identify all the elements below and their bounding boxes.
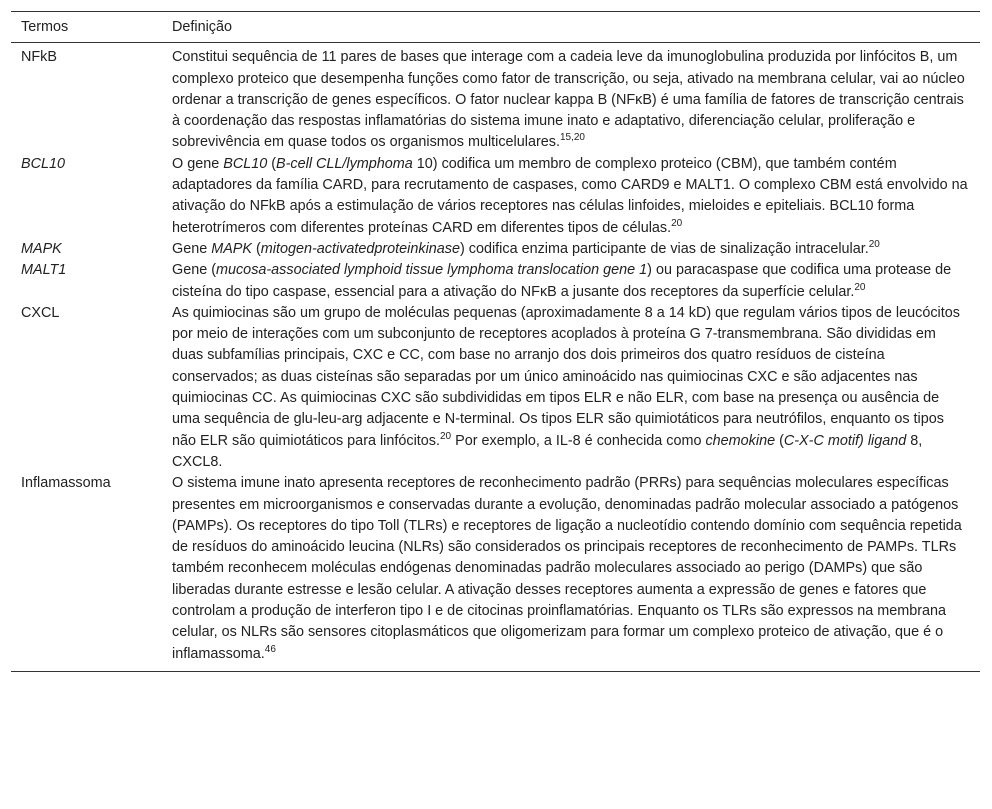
definition-text: ( [775,432,784,449]
reference-superscript: 20 [868,238,880,250]
definition-cell [162,260,980,303]
reference-superscript: 15,20 [559,132,585,144]
definition-cell [162,473,980,671]
table-row [11,154,980,239]
definition-cell [162,43,980,154]
definition-cell [162,239,980,260]
table-row [11,260,980,303]
definition-italic-text: chemokine [705,432,776,449]
definition-text: O gene [172,155,224,172]
definition-text: Por exemplo, a IL-8 é conhecida como [451,432,706,449]
terms-table [11,11,980,672]
term-cell: MALT1 [21,262,67,279]
definition-italic-text: B-cell CLL/lymphoma [276,155,413,172]
definition-text: 10) codifica um membro de complexo proteico (CBM), que também contém adaptadores da família CARD, para recrutamento de caspases, como CARD9 e MALT1. O complexo CBM está envolvido na ativação do NFkB após a estimulação de vários receptores nas células linfoides, mieloides e epiteliais. BCL10 forma heterotrímeros com diferentes proteínas CARD em diferentes tipos de células. [172,155,968,236]
term-cell: BCL10 [21,155,66,172]
reference-superscript: 20 [854,281,866,293]
definition-text: Gene ( [172,262,216,279]
definition-text: As quimiocinas são um grupo de moléculas pequenas (aproximadamente 8 a 14 kD) que regulam vários tipos de leucócitos por meio de interações com um subconjunto de receptores acoplados à proteína G 7-transmembrana. São divididas em duas subfamílias principais, CXC e CC, com base no arranjo dos dois primeiros dos quatro resíduos de cisteína conservados; as duas cisteínas são separadas por um único aminoácido nas quimiocinas CXC e são adjacentes nas quimiocinas CC. As quimiocinas CXC são subdivididas em tipos ELR e não ELR, com base na presença ou ausência de uma sequência de glu-leu-arg adjacente e N-terminal. Os tipos ELR são quimiotáticos para neutrófilos, enquanto os tipos não ELR são quimiotáticos para linfócitos. [172,304,960,449]
definition-text: ) codifica enzima participante de vias de sinalização intracelular. [459,240,869,257]
term-cell: CXCL [21,304,60,321]
definition-italic-text: C-X-C motif) ligand [783,432,907,449]
definition-text: ) ou paracaspase que codifica uma protease de cisteína do tipo caspase, essencial para a ativação do NFκB a jusante dos receptores da superfície celular. [172,262,952,300]
terms-table-container [11,11,980,672]
term-cell: MAPK [21,240,62,257]
definition-italic-text: MAPK [211,240,252,257]
definition-text: Constitui sequência de 11 pares de bases que interage com a cadeia leve da imunoglobulina produzida por linfócitos B, um complexo proteico que desempenha funções como fator de transcrição, ou seja, ativado na membrana celular, vai ao núcleo ordenar a transcrição de genes específicos. O fator nuclear kappa B (NFκB) é uma família de fatores de transcrição centrais à coordenação das respostas inflamatórias do sistema imune inato e adaptativo, diferenciação celular, proliferação e sobrevivência em quase todos os organismos multicelulares. [172,49,965,151]
term-cell: NFkB [21,49,57,66]
definition-text: Gene [172,240,212,257]
table-row [11,303,980,473]
definition-cell [162,303,980,473]
definition-text: 8, CXCL8. [172,432,923,470]
header-definition: Definição [172,19,232,35]
definition-text: ( [267,155,277,172]
definition-italic-text: mucosa-associated lymphoid tissue lymphoma translocation gene 1 [216,262,648,279]
term-cell: Inflamassoma [21,475,111,492]
table-row [11,239,980,260]
table-row [11,43,980,154]
table-header-row [11,12,980,43]
definition-italic-text: mitogen-activatedproteinkinase [260,240,460,257]
definition-text: ( [252,240,261,257]
definition-cell [162,154,980,239]
reference-superscript: 20 [439,430,452,442]
reference-superscript: 46 [264,643,276,655]
reference-superscript: 20 [671,217,683,229]
header-terms: Termos [21,19,69,35]
definition-text: O sistema imune inato apresenta receptores de reconhecimento padrão (PRRs) para sequências moleculares específicas presentes em microorganismos e conservadas durante a evolução, denominadas padrão molecular associado a patógenos (PAMPs). Os receptores do tipo Toll (TLRs) e receptores de ligação a nucleotídio contendo domínio com sequência repetida de resíduos do aminoácido leucina (NLRs) são considerados os principais receptores de reconhecimento de PAMPs. TLRs também reconhecem moléculas endógenas denominadas padrão moleculares associado ao perigo (DAMPs) que são liberadas durante estresse e lesão celular. A ativação desses receptores aumenta a expressão de genes e fatores que controlam a produção de interferon tipo I e de citocinas proinflamatórias. Enquanto os TLRs são expressos na membrana celular, os NLRs são sensores citoplasmáticos que oligomerizam para formar um complexo proteico de ativação, que é o inflamassoma. [172,475,962,662]
definition-italic-text: BCL10 [223,155,268,172]
table-row [11,473,980,671]
